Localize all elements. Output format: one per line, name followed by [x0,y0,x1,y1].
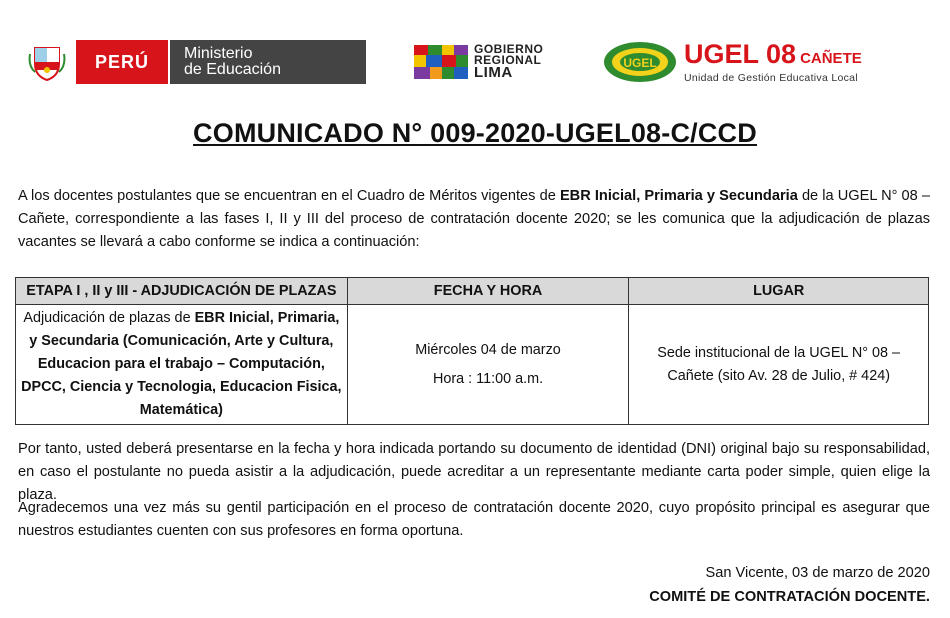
time-text: Hora : 11:00 a.m. [432,370,544,387]
ugel-title-main: UGEL 08 [684,38,797,69]
col-header-place: LUGAR [629,278,929,305]
ministry-line-1: Ministerio [184,45,253,62]
ugel-title [684,38,862,72]
signature-date: San Vicente, 03 de marzo de 2020 [705,565,930,581]
date-cell [347,305,629,425]
peru-coat-of-arms-icon [18,40,76,84]
date-text: Miércoles 04 de marzo [415,341,561,358]
gore-line-3: LIMA [474,64,513,81]
ministry-label [168,40,366,84]
ugel-08-logo [602,38,862,86]
stage-cell [16,305,348,425]
ugel-subtitle: Unidad de Gestión Educativa Local [684,71,858,84]
stage-pre: Adjudicación de plazas de [23,310,195,326]
gore-line-2: REGIONAL [474,53,542,67]
page-title: COMUNICADO N° 009-2020-UGEL08-C/CCD [193,118,757,148]
thanks-paragraph: Agradecemos una vez más su gentil participación en el proceso de contratación docente 2020, cuyo propósito principal es asegurar que nuestros estudiantes cuenten con sus profesores en forma oportuna. [18,500,930,539]
intro-paragraph [18,185,930,254]
ugel-seal-text: UGEL [623,56,657,70]
minedu-logo [18,40,366,84]
gore-lima-mosaic-icon [414,45,468,79]
schedule-table [15,277,929,425]
peru-label: PERÚ [76,40,168,84]
stage-bold: EBR Inicial, Primaria, y Secundaria (Comunicación, Arte y Cultura, Educacion para el trabajo – Computación, DPCC, Ciencia y Tecnologia, Educacion Fisica, Matemática) [21,310,342,418]
ministry-line-2: de Educación [184,61,281,78]
ugel-seal-icon [602,40,678,84]
col-header-date: FECHA Y HORA [347,278,629,305]
gore-line-1: GOBIERNO [474,42,544,56]
ugel-label [684,38,862,84]
intro-pre: A los docentes postulantes que se encuentran en el Cuadro de Méritos vigentes de [18,188,560,204]
table-header-row [16,278,929,305]
instructions-paragraph: Por tanto, usted deberá presentarse en la fecha y hora indicada portando su documento de identidad (DNI) original bajo su responsabilidad, en caso el postulante no pueda asistir a la adjudicación, puede acreditar a un representante mediante carta poder simple, quien elige la plaza. [18,441,930,503]
intro-post: de la UGEL N° 08 – Cañete, correspondiente a las fases I, II y III del proceso de contratación docente 2020; se les comunica que la adjudicación de plazas vacantes se llevará a cabo conforme se indica a continuación: [18,188,931,250]
gobierno-regional-lima-logo [414,42,543,82]
gore-label [474,44,543,80]
header-logos [0,38,950,86]
intro-bold: EBR Inicial, Primaria y Secundaria [559,188,798,204]
ugel-place: CAÑETE [800,49,862,67]
signature-committee: COMITÉ DE CONTRATACIÓN DOCENTE. [649,589,930,605]
table-row [16,305,929,425]
place-cell: Sede institucional de la UGEL N° 08 – Cañete (sito Av. 28 de Julio, # 424) [629,305,929,425]
col-header-stage: ETAPA I , II y III - ADJUDICACIÓN DE PLAZAS [16,278,348,305]
